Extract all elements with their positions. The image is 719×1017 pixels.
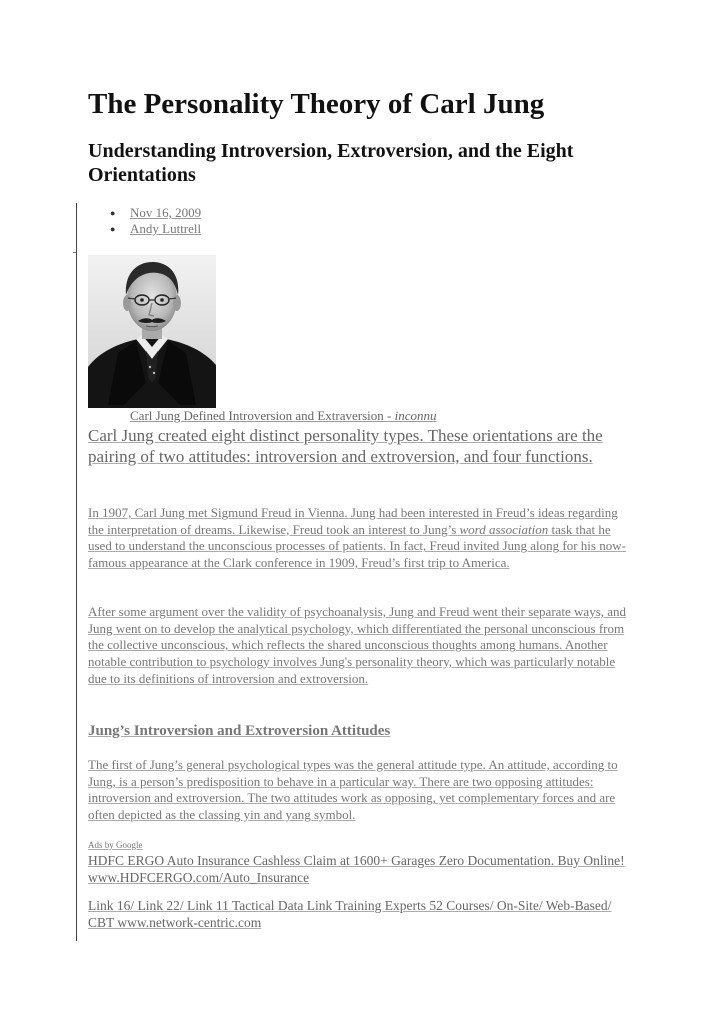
article-author-link[interactable] (110, 221, 201, 237)
photo-credit: inconnu (394, 408, 437, 423)
article-date-link[interactable] (110, 205, 201, 221)
article-subtitle: Understanding Introversion, Extroversion, and the Eight Orientations (88, 140, 574, 186)
ad-network-centric[interactable]: Link 16/ Link 22/ Link 11 Tactical Data Link Training Experts 52 Courses/ On-Site/ Web-Based/ CBT www.network-centric.com (88, 898, 612, 930)
bullet-dot-icon: ● (110, 224, 116, 234)
ad-hdfc-ergo[interactable]: HDFC ERGO Auto Insurance Cashless Claim at 1600+ Garages Zero Documentation. Buy Online! www.HDFCERGO.com/Auto_Insurance (88, 853, 625, 885)
article-date: Nov 16, 2009 (130, 205, 202, 220)
ads-by-google-label[interactable]: Ads by Google (88, 840, 143, 850)
paragraph-attitude-type[interactable]: The first of Jung’s general psychological types was the general attitude type. An attitude, according to Jung, is a person’s predisposition to behave in a particular way. There are two opposing attitudes: introversion and extroversion. The two attitudes work as opposing, yet complementary forces and are often depicted as the classing yin and yang symbol. (88, 757, 618, 823)
photo-caption-text: Carl Jung Defined Introversion and Extraversion - (130, 408, 395, 423)
left-border-tick (73, 252, 76, 253)
article-summary[interactable]: Carl Jung created eight distinct personality types. These orientations are the pairing of two attitudes: introversion and extroversion, and four functions. (88, 426, 603, 466)
section-heading-attitudes[interactable]: Jung’s Introversion and Extroversion Attitudes (88, 723, 391, 739)
bullet-dot-icon: ● (110, 208, 116, 218)
article-meta-list (110, 205, 201, 237)
article-title: The Personality Theory of Carl Jung (88, 88, 545, 120)
photo-caption[interactable] (130, 408, 437, 424)
carl-jung-photo (88, 255, 216, 408)
left-border-rule (76, 203, 77, 941)
paragraph-analytical-psychology[interactable]: After some argument over the validity of psychoanalysis, Jung and Freud went their separate ways, and Jung went on to develop the analytical psychology, which differentiated the personal unconscious from the collective unconscious, which reflects the shared unconscious thoughts among humans. Another notable contribution to psychology involves Jung's personality theory, which was particularly notable due to its definitions of introversion and extroversion. (88, 604, 627, 686)
paragraph-jung-meets-freud[interactable] (88, 505, 633, 572)
paragraph-1-text-start: In 1907, Carl Jung met Sigmund Freud in Vienna. Jung had been interested in Freud’s ideas regarding the interpretation of dreams. Likewise, Freud took an interest to Jung’s (88, 505, 618, 537)
paragraph-1-text-end: task that he used to understand the unconscious processes of patients. In fact, Freud invited Jung along for his now-famous appearance at the Clark conference in 1909, Freud’s first trip to America. (88, 521, 626, 571)
word-association-term: word association (459, 521, 549, 537)
article-author: Andy Luttrell (130, 221, 202, 236)
